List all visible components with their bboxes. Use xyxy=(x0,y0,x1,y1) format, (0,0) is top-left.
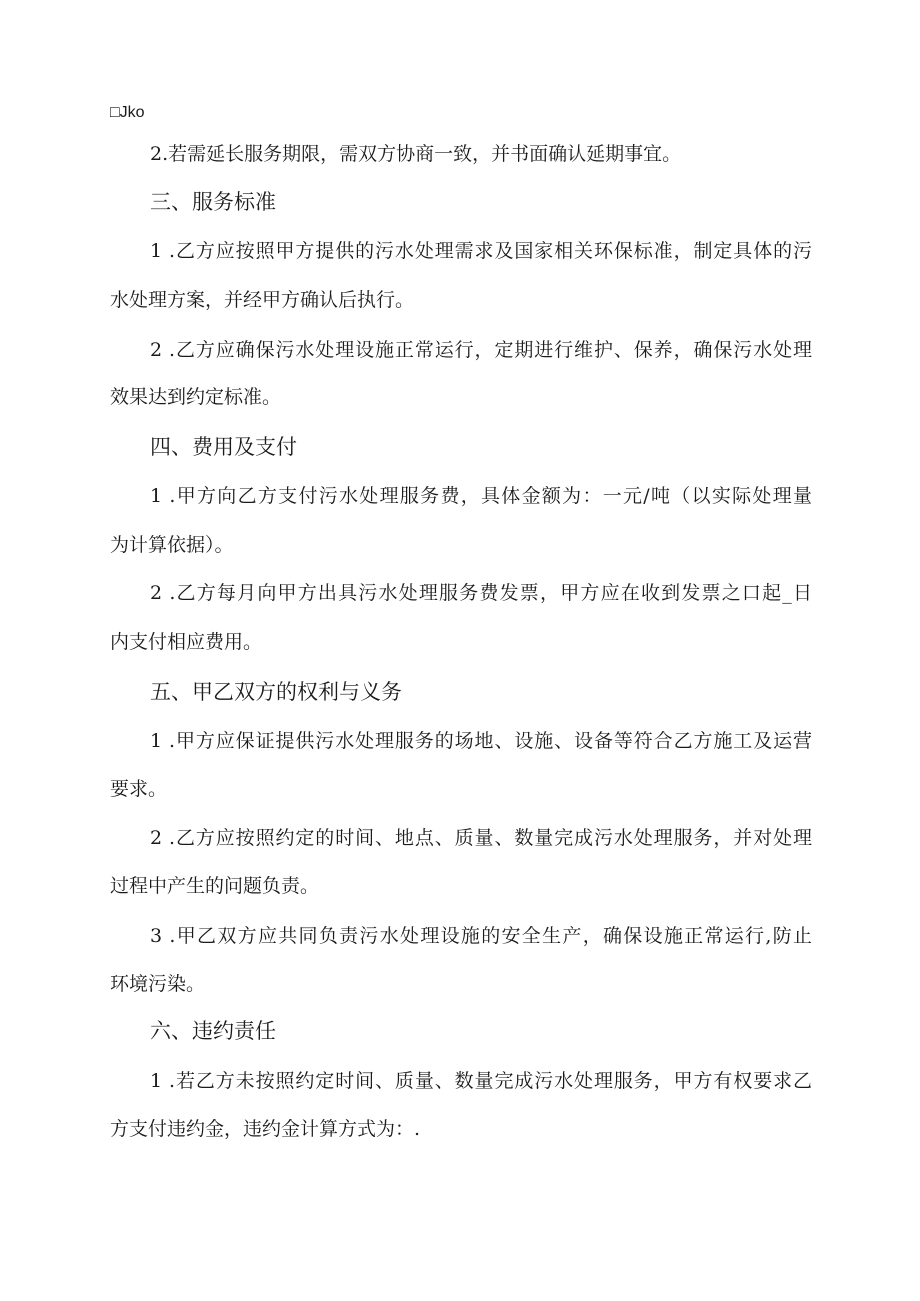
term-paragraph-2: 2.若需延长服务期限，需双方协商一致，并书面确认延期事宜。 xyxy=(150,143,682,165)
section-6-paragraph-1-line-2: 方支付违约金，违约金计算方式为：. xyxy=(110,1118,421,1140)
section-5-paragraph-3-line-1: 3 .甲乙双方应共同负责污水处理设施的安全生产，确保设施正常运行,防止 xyxy=(150,925,812,947)
section-5-paragraph-2-line-2: 过程中产生的问题负责。 xyxy=(110,875,320,897)
section-5-paragraph-1-line-2: 要求。 xyxy=(110,778,168,800)
section-6-paragraph-1-line-1: 1 .若乙方未按照约定时间、质量、数量完成污水处理服务，甲方有权要求乙 xyxy=(150,1070,812,1092)
section-6-heading: 六、违约责任 xyxy=(150,1019,276,1043)
section-4-paragraph-2-line-2: 内支付相应费用。 xyxy=(110,631,263,653)
section-3-paragraph-2-line-2: 效果达到约定标准。 xyxy=(110,386,282,408)
section-4-paragraph-2-line-1: 2 .乙方每月向甲方出具污水处理服务费发票，甲方应在收到发票之口起_日 xyxy=(150,582,812,604)
section-3-paragraph-1-line-2: 水处理方案，并经甲方确认后执行。 xyxy=(110,289,415,311)
section-5-heading: 五、甲乙双方的权利与义务 xyxy=(150,680,402,704)
section-5-paragraph-2-line-1: 2 .乙方应按照约定的时间、地点、质量、数量完成污水处理服务，并对处理 xyxy=(150,827,812,849)
section-4-heading: 四、费用及支付 xyxy=(150,435,297,459)
page-top-fragment: □Jko xyxy=(110,104,145,121)
section-5-paragraph-3-line-2: 环境污染。 xyxy=(110,973,206,995)
section-4-paragraph-1-line-1: 1 .甲方向乙方支付污水处理服务费，具体金额为：一元/吨（以实际处理量 xyxy=(150,485,812,507)
section-3-paragraph-2-line-1: 2 .乙方应确保污水处理设施正常运行，定期进行维护、保养，确保污水处理 xyxy=(150,339,812,361)
section-3-heading: 三、服务标准 xyxy=(150,190,276,214)
section-4-paragraph-1-line-2: 为计算依据）。 xyxy=(110,534,234,556)
section-5-paragraph-1-line-1: 1 .甲方应保证提供污水处理服务的场地、设施、设备等符合乙方施工及运营 xyxy=(150,730,812,752)
section-3-paragraph-1-line-1: 1 .乙方应按照甲方提供的污水处理需求及国家相关环保标准，制定具体的污 xyxy=(150,240,812,262)
